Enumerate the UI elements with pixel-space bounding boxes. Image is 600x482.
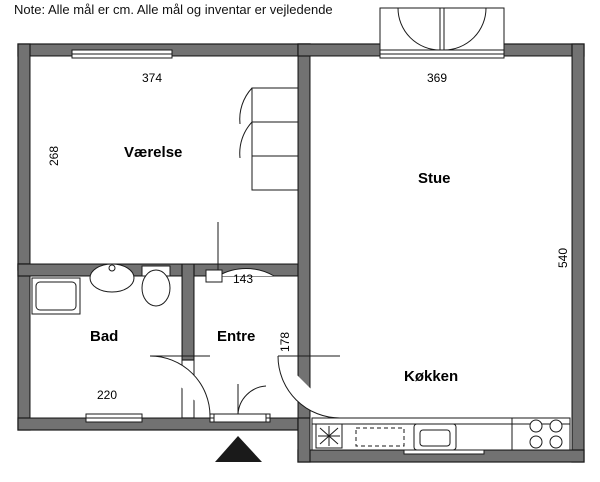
dimension-vaerelse-height: 268 [47, 145, 61, 166]
dimension-bad-width: 220 [97, 388, 118, 402]
dimension-entre-width: 143 [233, 272, 254, 286]
room-label-bad: Bad [90, 328, 119, 345]
dimension-entre-height: 178 [278, 331, 292, 352]
dimension-vaerelse-width: 374 [142, 71, 163, 85]
room-label-kokken: Køkken [404, 368, 459, 385]
entrance-arrow-icon [215, 436, 262, 462]
room-label-vaerelse: Værelse [124, 144, 183, 161]
measurement-note: Note: Alle mål er cm. Alle mål og inventar er vejledende [14, 2, 333, 17]
room-label-stue: Stue [418, 170, 451, 187]
balcony-doors [380, 8, 504, 50]
dimension-stue-height: 540 [556, 247, 570, 268]
dimension-stue-width: 369 [427, 71, 448, 85]
room-label-entre: Entre [217, 328, 256, 345]
kitchen-fixtures [312, 418, 570, 450]
